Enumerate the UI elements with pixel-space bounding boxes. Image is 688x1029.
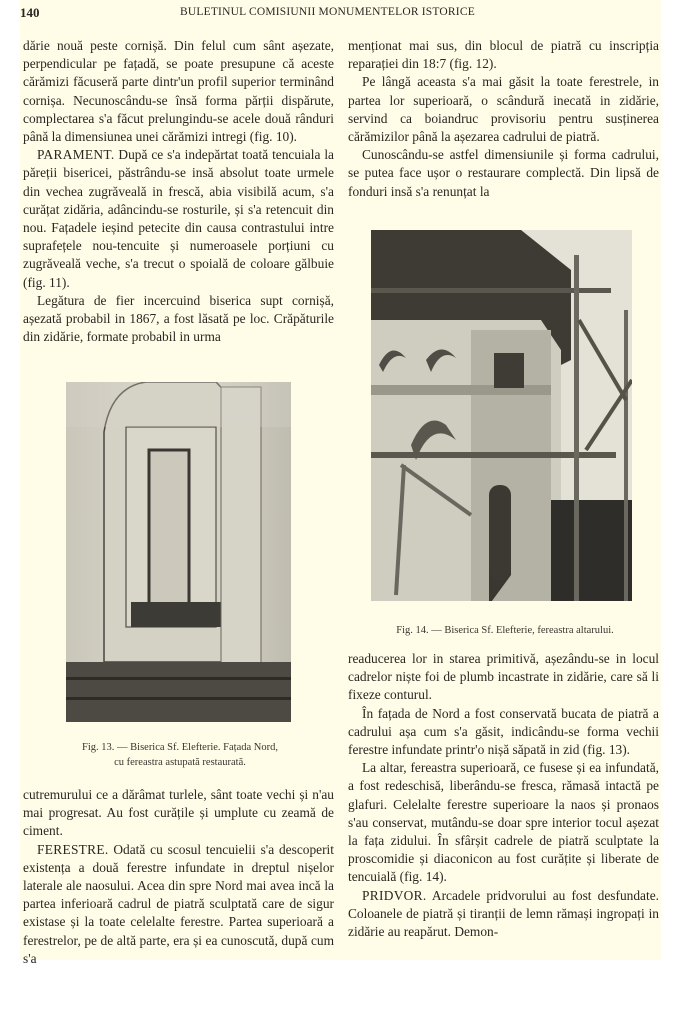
running-title: BULETINUL COMISIUNII MONUMENTELOR ISTORICE [180,6,475,18]
paragraph-text: Odată cu scosul tencuielii s'a descoperit existența a două ferestre infundate in dreptul nișelor laterale ale naosului. Acea din spre Nord mai avea incă la partea inferioară cadrul de piatră sculptată care de sigur existase și la toate celelalte ferestre. Partea superioară a ferestrelor, pe de altă parte, era și ea cunoscută, după cum s'a [23,841,334,966]
section-heading-ferestre: FERESTRE. [37,841,109,857]
paragraph: Legătura de fier incercuind biserica supt cornișă, așezată probabil in 1867, a fost lăsată pe loc. Crăpăturile din zidărie, formate probabil in urma [23,292,334,345]
left-column-bottom [23,786,334,968]
paragraph: dărie nouă peste cornișă. Din felul cum sânt așezate, perpendicular pe fațadă, se poate presupune că aceste cărămizi făcuseră parte dintr'un profil superior terminând cornișa. Necunoscându-se însă forma părții dispărute, complectarea s'a făcut prelungindu-se acele două rânduri până la dimensiunea unei cărămizi intregi (fig. 10). [23,38,334,145]
paragraph: Cunoscându-se astfel dimensiunile și forma cadrului, se putea face ușor o restaurare complectă. Din lipsă de fonduri insă s'a renunțat la [348,147,659,199]
paragraph-pridvor [348,887,659,942]
figure-14-caption: Fig. 14. — Biserica Sf. Elefterie, fereastra altarului. [396,625,614,636]
section-heading-parament: PARAMENT. [37,147,115,163]
paragraph: În fațada de Nord a fost conservată bucata de piatră a cadrului așa cum s'a găsit, indicându-se forma vechii ferestre infundate printr'o nișă săpată in zid (fig. 13). [348,705,659,758]
caption-line: Fig. 13. — Biserica Sf. Elefterie. Fațada Nord, [82,742,278,753]
paragraph-ferestre [23,841,334,968]
paragraph: Pe lângă aceasta s'a mai găsit la toate ferestrele, in partea lor superioară, o scândură inecată in zidărie, servind ca boiandruc provisoriu pentru susținerea cărămizilor până la așezarea cadrului de piatră. [348,74,659,145]
figure-13-photo [66,382,291,722]
facade-window-photo [66,382,291,722]
figure-14-photo [371,230,632,601]
caption-line: cu fereastra astupată restaurată. [114,757,246,768]
paragraph: menționat mai sus, din blocul de piatră cu inscripția reparației din 18:7 (fig. 12). [348,38,659,72]
paragraph-text: Arcadele pridvorului au fost desfundate. Coloanele de piatră și tiranții de lemn rămași ingropați in zidărie au reapărut. Demon- [348,887,659,940]
page-number: 140 [20,5,40,20]
paragraph: readucerea lor in starea primitivă, așezându-se in locul cadrelor niște foi de plumb incastrate in zidărie, care să li fixeze conturul. [348,651,659,703]
left-column-top [23,37,334,346]
page-header [20,5,661,25]
section-heading-pridvor: PRIDVOR. [362,887,427,903]
paragraph-parament [23,146,334,292]
paragraph: cutremurului ce a dărâmat turlele, sânt toate vechi și n'au mai progresat. Au fost curățile și umplute cu zeamă de ciment. [23,787,334,839]
figure-13-caption [40,740,320,770]
altar-window-scaffolding-photo [371,230,632,601]
right-column-top [348,37,659,201]
paragraph-text: După ce s'a indepărtat toată tencuiala la păreții bisericei, păstrându-se insă absolut toate urmele din vechea zugrăveală in frescă, abia visibilă acum, s'a curățat zidăria, adâncindu-se rosturile, și s'a retencuit din nou. Fațadele ieșind petecite din causa contrastului intre suprafețele nou-tencuite și numeroasele porțiuni cu zugrăveală veche, s'a trecut o spoială de coloare gălbuie (fig. 11). [23,147,334,290]
paragraph: La altar, fereastra superioară, ce fusese și ea infundată, a fost redeschisă, liberându-se fresca, rămasă intactă pe glafuri. Celelalte ferestre superioare la naos și pronaos s'au conservat, mutându-se doar spre interior tocul așezat la fața zidului. În sfârșit cadrele de piatră sculptate la proscomidie și diaconicon au fost curățite și liberate de tencuială (fig. 14). [348,760,659,885]
right-column-bottom [348,650,659,941]
